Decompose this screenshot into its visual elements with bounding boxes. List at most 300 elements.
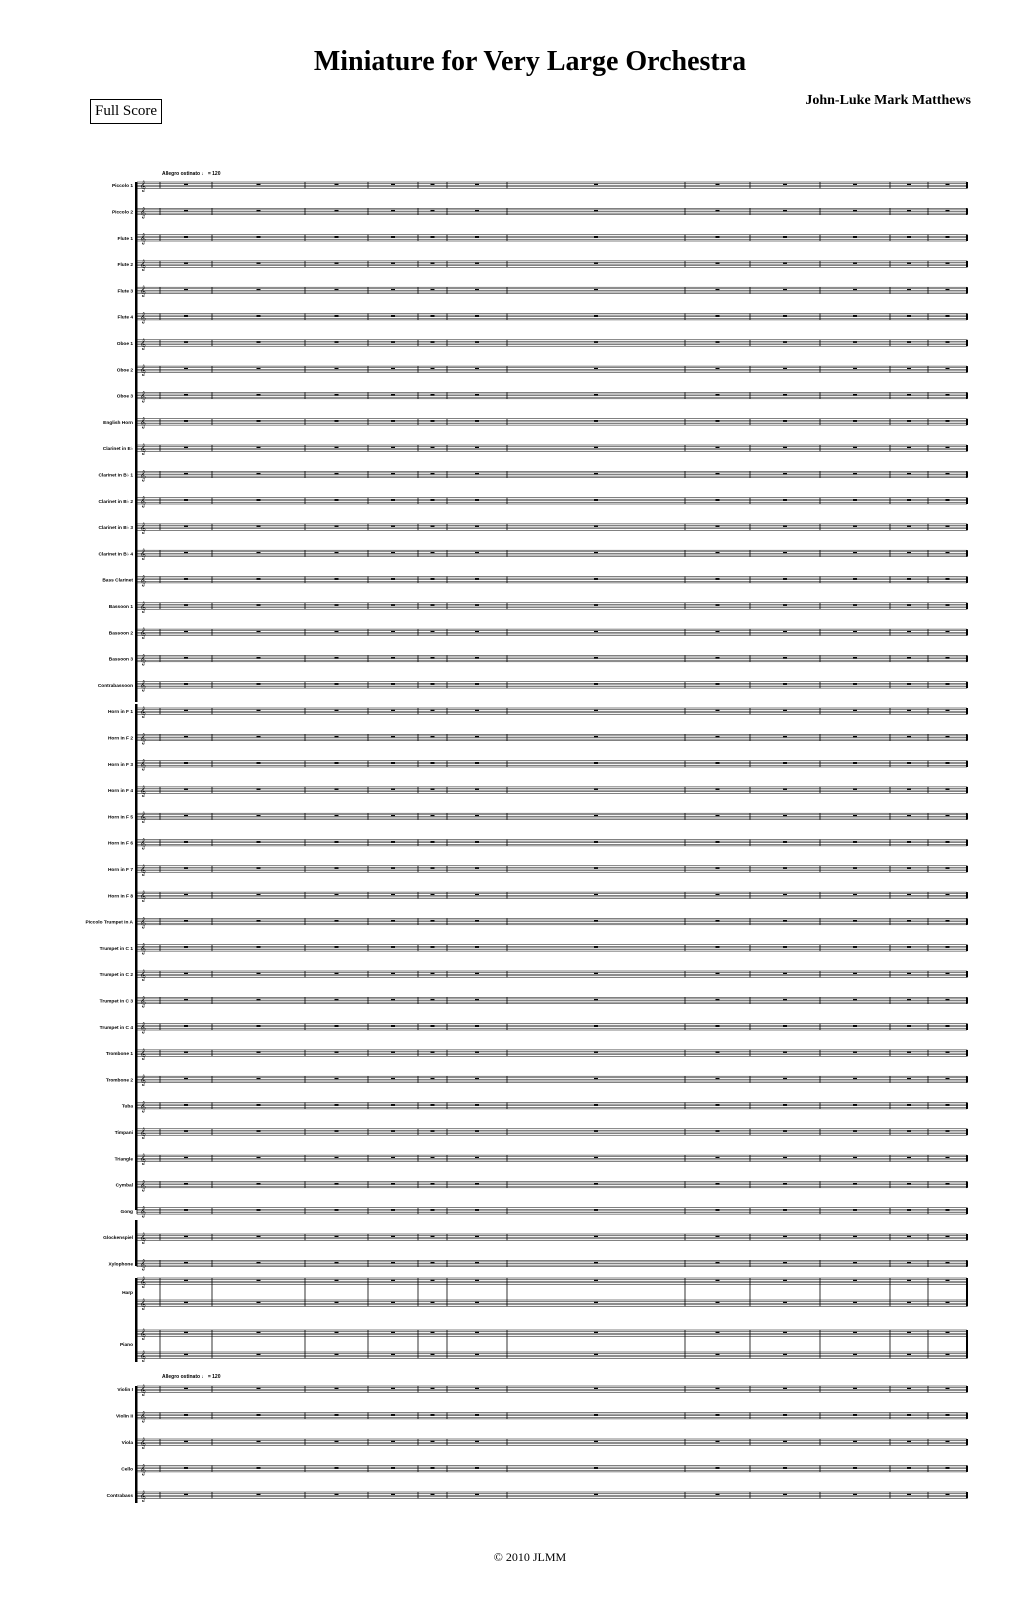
rest-mark — [594, 1280, 598, 1281]
rest-mark — [783, 1157, 787, 1158]
rest-mark — [391, 815, 395, 816]
rest-mark — [391, 1236, 395, 1237]
rest-mark — [335, 604, 339, 605]
rest-mark — [594, 1302, 598, 1303]
rest-mark — [946, 1262, 950, 1263]
rest-mark — [946, 341, 950, 342]
rest-mark — [335, 447, 339, 448]
rest-mark — [184, 762, 188, 763]
clef-icon: 𝄞 — [140, 891, 146, 903]
rest-mark — [257, 683, 261, 684]
rest-mark — [907, 1183, 911, 1184]
instrument-label: Flute 1 — [117, 236, 133, 242]
clef-icon: 𝄞 — [140, 181, 146, 192]
rest-mark — [783, 1302, 787, 1303]
rest-mark — [257, 1157, 261, 1158]
instrument-label: Xylophone — [108, 1262, 133, 1268]
rest-mark — [853, 1183, 857, 1184]
staff-row — [120, 1206, 967, 1218]
rest-mark — [783, 1052, 787, 1053]
rest-mark — [475, 1494, 479, 1495]
clef-icon: 𝄞 — [140, 733, 146, 745]
rest-mark — [391, 341, 395, 342]
rest-mark — [184, 867, 188, 868]
rest-mark — [184, 236, 188, 237]
rest-mark — [716, 920, 720, 921]
rest-mark — [431, 315, 435, 316]
rest-mark — [716, 1157, 720, 1158]
rest-mark — [853, 815, 857, 816]
clef-icon: 𝄞 — [140, 917, 146, 929]
rest-mark — [594, 736, 598, 737]
rest-mark — [257, 263, 261, 264]
rest-mark — [431, 1209, 435, 1210]
rest-mark — [907, 657, 911, 658]
clef-icon: 𝄞 — [140, 312, 146, 324]
rest-mark — [431, 762, 435, 763]
rest-mark — [907, 736, 911, 737]
rest-mark — [431, 447, 435, 448]
rest-mark — [257, 1262, 261, 1263]
rest-mark — [431, 1302, 435, 1303]
rest-mark — [946, 420, 950, 421]
rest-mark — [391, 1104, 395, 1105]
rest-mark — [907, 1494, 911, 1495]
rest-mark — [335, 1025, 339, 1026]
rest-mark — [716, 499, 720, 500]
clef-icon: 𝄞 — [140, 838, 146, 850]
rest-mark — [783, 762, 787, 763]
rest-mark — [853, 736, 857, 737]
staff-row — [108, 890, 967, 902]
rest-mark — [594, 1494, 598, 1495]
rest-mark — [257, 1052, 261, 1053]
rest-mark — [257, 1354, 261, 1355]
rest-mark — [783, 289, 787, 290]
staff-row — [121, 1464, 967, 1476]
rest-mark — [335, 1157, 339, 1158]
rest-mark — [431, 499, 435, 500]
rest-mark — [946, 815, 950, 816]
rest-mark — [783, 657, 787, 658]
rest-mark — [946, 368, 950, 369]
rest-mark — [431, 552, 435, 553]
rest-mark — [431, 736, 435, 737]
rest-mark — [431, 946, 435, 947]
rest-mark — [431, 473, 435, 474]
rest-mark — [257, 1236, 261, 1237]
rest-mark — [594, 762, 598, 763]
staff-row — [107, 1490, 967, 1502]
rest-mark — [431, 867, 435, 868]
rest-mark — [946, 657, 950, 658]
clef-icon: 𝄞 — [140, 365, 146, 377]
rest-mark — [853, 604, 857, 605]
rest-mark — [391, 1332, 395, 1333]
rest-mark — [594, 1388, 598, 1389]
rest-mark — [907, 1025, 911, 1026]
rest-mark — [716, 1354, 720, 1355]
rest-mark — [475, 1157, 479, 1158]
rest-mark — [184, 368, 188, 369]
staves-group — [85, 180, 967, 1503]
rest-mark — [184, 1157, 188, 1158]
rest-mark — [946, 1209, 950, 1210]
rest-mark — [594, 315, 598, 316]
rest-mark — [335, 578, 339, 579]
rest-mark — [716, 1332, 720, 1333]
rest-mark — [431, 1236, 435, 1237]
rest-mark — [594, 1236, 598, 1237]
rest-mark — [391, 1157, 395, 1158]
rest-mark — [475, 1052, 479, 1053]
rest-mark — [853, 1280, 857, 1281]
rest-mark — [475, 315, 479, 316]
instrument-label: Trumpet in C 3 — [99, 999, 133, 1005]
staff-row — [98, 496, 967, 508]
rest-mark — [907, 1157, 911, 1158]
rest-mark — [716, 1388, 720, 1389]
rest-mark — [475, 499, 479, 500]
rest-mark — [946, 1130, 950, 1131]
rest-mark — [257, 710, 261, 711]
rest-mark — [391, 789, 395, 790]
rest-mark — [335, 210, 339, 211]
rest-mark — [184, 1332, 188, 1333]
rest-mark — [783, 1414, 787, 1415]
rest-mark — [946, 762, 950, 763]
rest-mark — [184, 736, 188, 737]
rest-mark — [184, 1467, 188, 1468]
rest-mark — [184, 631, 188, 632]
rest-mark — [716, 1104, 720, 1105]
rest-mark — [431, 1078, 435, 1079]
rest-mark — [391, 1280, 395, 1281]
rest-mark — [594, 1441, 598, 1442]
rest-mark — [594, 1157, 598, 1158]
rest-mark — [431, 1388, 435, 1389]
clef-icon: 𝄞 — [140, 259, 146, 271]
rest-mark — [431, 1052, 435, 1053]
rest-mark — [475, 1280, 479, 1281]
rest-mark — [431, 604, 435, 605]
section-bracket — [135, 704, 138, 1114]
rest-mark — [907, 1209, 911, 1210]
rest-mark — [716, 1209, 720, 1210]
rest-mark — [907, 1467, 911, 1468]
rest-mark — [335, 526, 339, 527]
rest-mark — [716, 552, 720, 553]
clef-icon: 𝄞 — [140, 233, 146, 245]
rest-mark — [431, 683, 435, 684]
rest-mark — [391, 447, 395, 448]
rest-mark — [431, 710, 435, 711]
rest-mark — [257, 552, 261, 553]
rest-mark — [184, 1414, 188, 1415]
rest-mark — [946, 920, 950, 921]
rest-mark — [475, 1354, 479, 1355]
rest-mark — [335, 736, 339, 737]
rest-mark — [257, 894, 261, 895]
rest-mark — [257, 1332, 261, 1333]
rest-mark — [391, 420, 395, 421]
rest-mark — [335, 315, 339, 316]
rest-mark — [907, 210, 911, 211]
rest-mark — [475, 289, 479, 290]
rest-mark — [335, 1052, 339, 1053]
rest-mark — [783, 394, 787, 395]
rest-mark — [335, 1302, 339, 1303]
instrument-label: Gong — [120, 1209, 133, 1215]
rest-mark — [853, 789, 857, 790]
rest-mark — [431, 420, 435, 421]
rest-mark — [783, 578, 787, 579]
clef-icon: 𝄞 — [140, 1299, 146, 1310]
rest-mark — [946, 631, 950, 632]
instrument-label: Piano — [119, 1343, 133, 1349]
rest-mark — [907, 631, 911, 632]
rest-mark — [184, 1236, 188, 1237]
rest-mark — [907, 920, 911, 921]
rest-mark — [783, 894, 787, 895]
rest-mark — [475, 1236, 479, 1237]
instrument-label: Piccolo 2 — [111, 210, 133, 216]
rest-mark — [594, 236, 598, 237]
rest-mark — [853, 420, 857, 421]
rest-mark — [716, 263, 720, 264]
rest-mark — [594, 289, 598, 290]
clef-icon: 𝄞 — [140, 496, 146, 508]
rest-mark — [257, 1025, 261, 1026]
rest-mark — [946, 736, 950, 737]
rest-mark — [257, 578, 261, 579]
rest-mark — [783, 526, 787, 527]
rest-mark — [946, 1467, 950, 1468]
rest-mark — [716, 368, 720, 369]
staff-row — [102, 575, 967, 587]
rest-mark — [716, 1025, 720, 1026]
rest-mark — [783, 447, 787, 448]
clef-icon: 𝄞 — [140, 759, 146, 771]
rest-mark — [431, 1025, 435, 1026]
rest-mark — [257, 1467, 261, 1468]
rest-mark — [853, 710, 857, 711]
rest-mark — [257, 289, 261, 290]
rest-mark — [184, 999, 188, 1000]
rest-mark — [594, 1262, 598, 1263]
rest-mark — [783, 946, 787, 947]
rest-mark — [783, 1183, 787, 1184]
rest-mark — [783, 1104, 787, 1105]
rest-mark — [716, 894, 720, 895]
rest-mark — [907, 578, 911, 579]
clef-icon: 𝄞 — [140, 575, 146, 587]
rest-mark — [716, 999, 720, 1000]
rest-mark — [946, 184, 950, 185]
staff-row — [103, 417, 967, 429]
rest-mark — [716, 841, 720, 842]
rest-mark — [475, 578, 479, 579]
rest-mark — [907, 710, 911, 711]
rest-mark — [907, 236, 911, 237]
rest-mark — [257, 420, 261, 421]
staff-row — [108, 838, 967, 850]
rest-mark — [716, 526, 720, 527]
staff-row — [98, 680, 967, 692]
rest-mark — [907, 867, 911, 868]
rest-mark — [907, 473, 911, 474]
rest-mark — [257, 762, 261, 763]
rest-mark — [853, 683, 857, 684]
rest-mark — [594, 499, 598, 500]
staff-row — [108, 1258, 967, 1270]
rest-mark — [391, 1183, 395, 1184]
rest-mark — [594, 946, 598, 947]
rest-mark — [907, 1078, 911, 1079]
rest-mark — [391, 236, 395, 237]
rest-mark — [716, 1441, 720, 1442]
rest-mark — [783, 920, 787, 921]
rest-mark — [184, 789, 188, 790]
rest-mark — [391, 1130, 395, 1131]
rest-mark — [475, 210, 479, 211]
rest-mark — [783, 631, 787, 632]
rest-mark — [475, 394, 479, 395]
rest-mark — [257, 394, 261, 395]
rest-mark — [783, 341, 787, 342]
staff-row — [100, 995, 967, 1007]
rest-mark — [475, 710, 479, 711]
instrument-label: Cello — [121, 1467, 133, 1473]
rest-mark — [391, 315, 395, 316]
rest-mark — [594, 867, 598, 868]
staff-row — [98, 469, 967, 481]
clef-icon: 𝄞 — [140, 522, 146, 534]
section-bracket — [135, 1220, 138, 1266]
instrument-label: Flute 2 — [117, 263, 133, 269]
rest-mark — [475, 1332, 479, 1333]
clef-icon: 𝄞 — [140, 680, 146, 692]
rest-mark — [257, 1078, 261, 1079]
staff-row — [112, 180, 967, 192]
rest-mark — [335, 1209, 339, 1210]
instrument-label: Triangle — [114, 1157, 133, 1163]
rest-mark — [335, 1262, 339, 1263]
rest-mark — [716, 1494, 720, 1495]
rest-mark — [716, 210, 720, 211]
rest-mark — [257, 1441, 261, 1442]
rest-mark — [184, 578, 188, 579]
rest-mark — [475, 1441, 479, 1442]
staff-row — [116, 1179, 967, 1191]
rest-mark — [783, 236, 787, 237]
rest-mark — [853, 867, 857, 868]
rest-mark — [907, 683, 911, 684]
instrument-label: Viola — [121, 1441, 133, 1447]
rest-mark — [716, 1302, 720, 1303]
staff-row — [103, 1232, 967, 1244]
clef-icon: 𝄞 — [140, 601, 146, 613]
rest-mark — [335, 631, 339, 632]
rest-mark — [907, 289, 911, 290]
rest-mark — [391, 552, 395, 553]
rest-mark — [594, 341, 598, 342]
rest-mark — [716, 867, 720, 868]
instrument-label: Horn in F 3 — [107, 762, 133, 768]
rest-mark — [391, 762, 395, 763]
rest-mark — [716, 473, 720, 474]
rest-mark — [431, 1183, 435, 1184]
rest-mark — [716, 1052, 720, 1053]
rest-mark — [594, 1414, 598, 1415]
rest-mark — [391, 710, 395, 711]
instrument-label: Piccolo 1 — [111, 184, 133, 190]
rest-mark — [716, 1130, 720, 1131]
rest-mark — [946, 1280, 950, 1281]
rest-mark — [783, 1332, 787, 1333]
rest-mark — [907, 1441, 911, 1442]
rest-mark — [853, 657, 857, 658]
rest-mark — [475, 447, 479, 448]
staff-row — [100, 943, 967, 955]
rest-mark — [946, 1157, 950, 1158]
rest-mark — [783, 999, 787, 1000]
clef-icon: 𝄞 — [140, 1329, 146, 1340]
clef-icon: 𝄞 — [140, 1154, 146, 1166]
rest-mark — [391, 867, 395, 868]
rest-mark — [184, 1025, 188, 1026]
rest-mark — [594, 683, 598, 684]
rest-mark — [783, 867, 787, 868]
rest-mark — [431, 1494, 435, 1495]
rest-mark — [431, 999, 435, 1000]
rest-mark — [475, 1302, 479, 1303]
rest-mark — [184, 184, 188, 185]
rest-mark — [594, 1467, 598, 1468]
rest-mark — [475, 999, 479, 1000]
rest-mark — [431, 263, 435, 264]
rest-mark — [184, 604, 188, 605]
rest-mark — [594, 631, 598, 632]
rest-mark — [946, 999, 950, 1000]
clef-icon: 𝄞 — [140, 1259, 146, 1271]
rest-mark — [716, 789, 720, 790]
rest-mark — [184, 289, 188, 290]
rest-mark — [783, 1280, 787, 1281]
rest-mark — [853, 946, 857, 947]
staff-row — [108, 864, 967, 876]
clef-icon: 𝄞 — [140, 1464, 146, 1476]
rest-mark — [716, 447, 720, 448]
rest-mark — [257, 604, 261, 605]
rest-mark — [946, 1078, 950, 1079]
rest-mark — [391, 1302, 395, 1303]
rest-mark — [335, 710, 339, 711]
rest-mark — [907, 604, 911, 605]
section-bracket — [135, 1114, 138, 1210]
rest-mark — [716, 1183, 720, 1184]
rest-mark — [853, 1130, 857, 1131]
rest-mark — [716, 289, 720, 290]
rest-mark — [946, 289, 950, 290]
rest-mark — [946, 263, 950, 264]
rest-mark — [475, 1467, 479, 1468]
rest-mark — [716, 683, 720, 684]
rest-mark — [853, 447, 857, 448]
rest-mark — [907, 526, 911, 527]
rest-mark — [594, 578, 598, 579]
rest-mark — [783, 604, 787, 605]
